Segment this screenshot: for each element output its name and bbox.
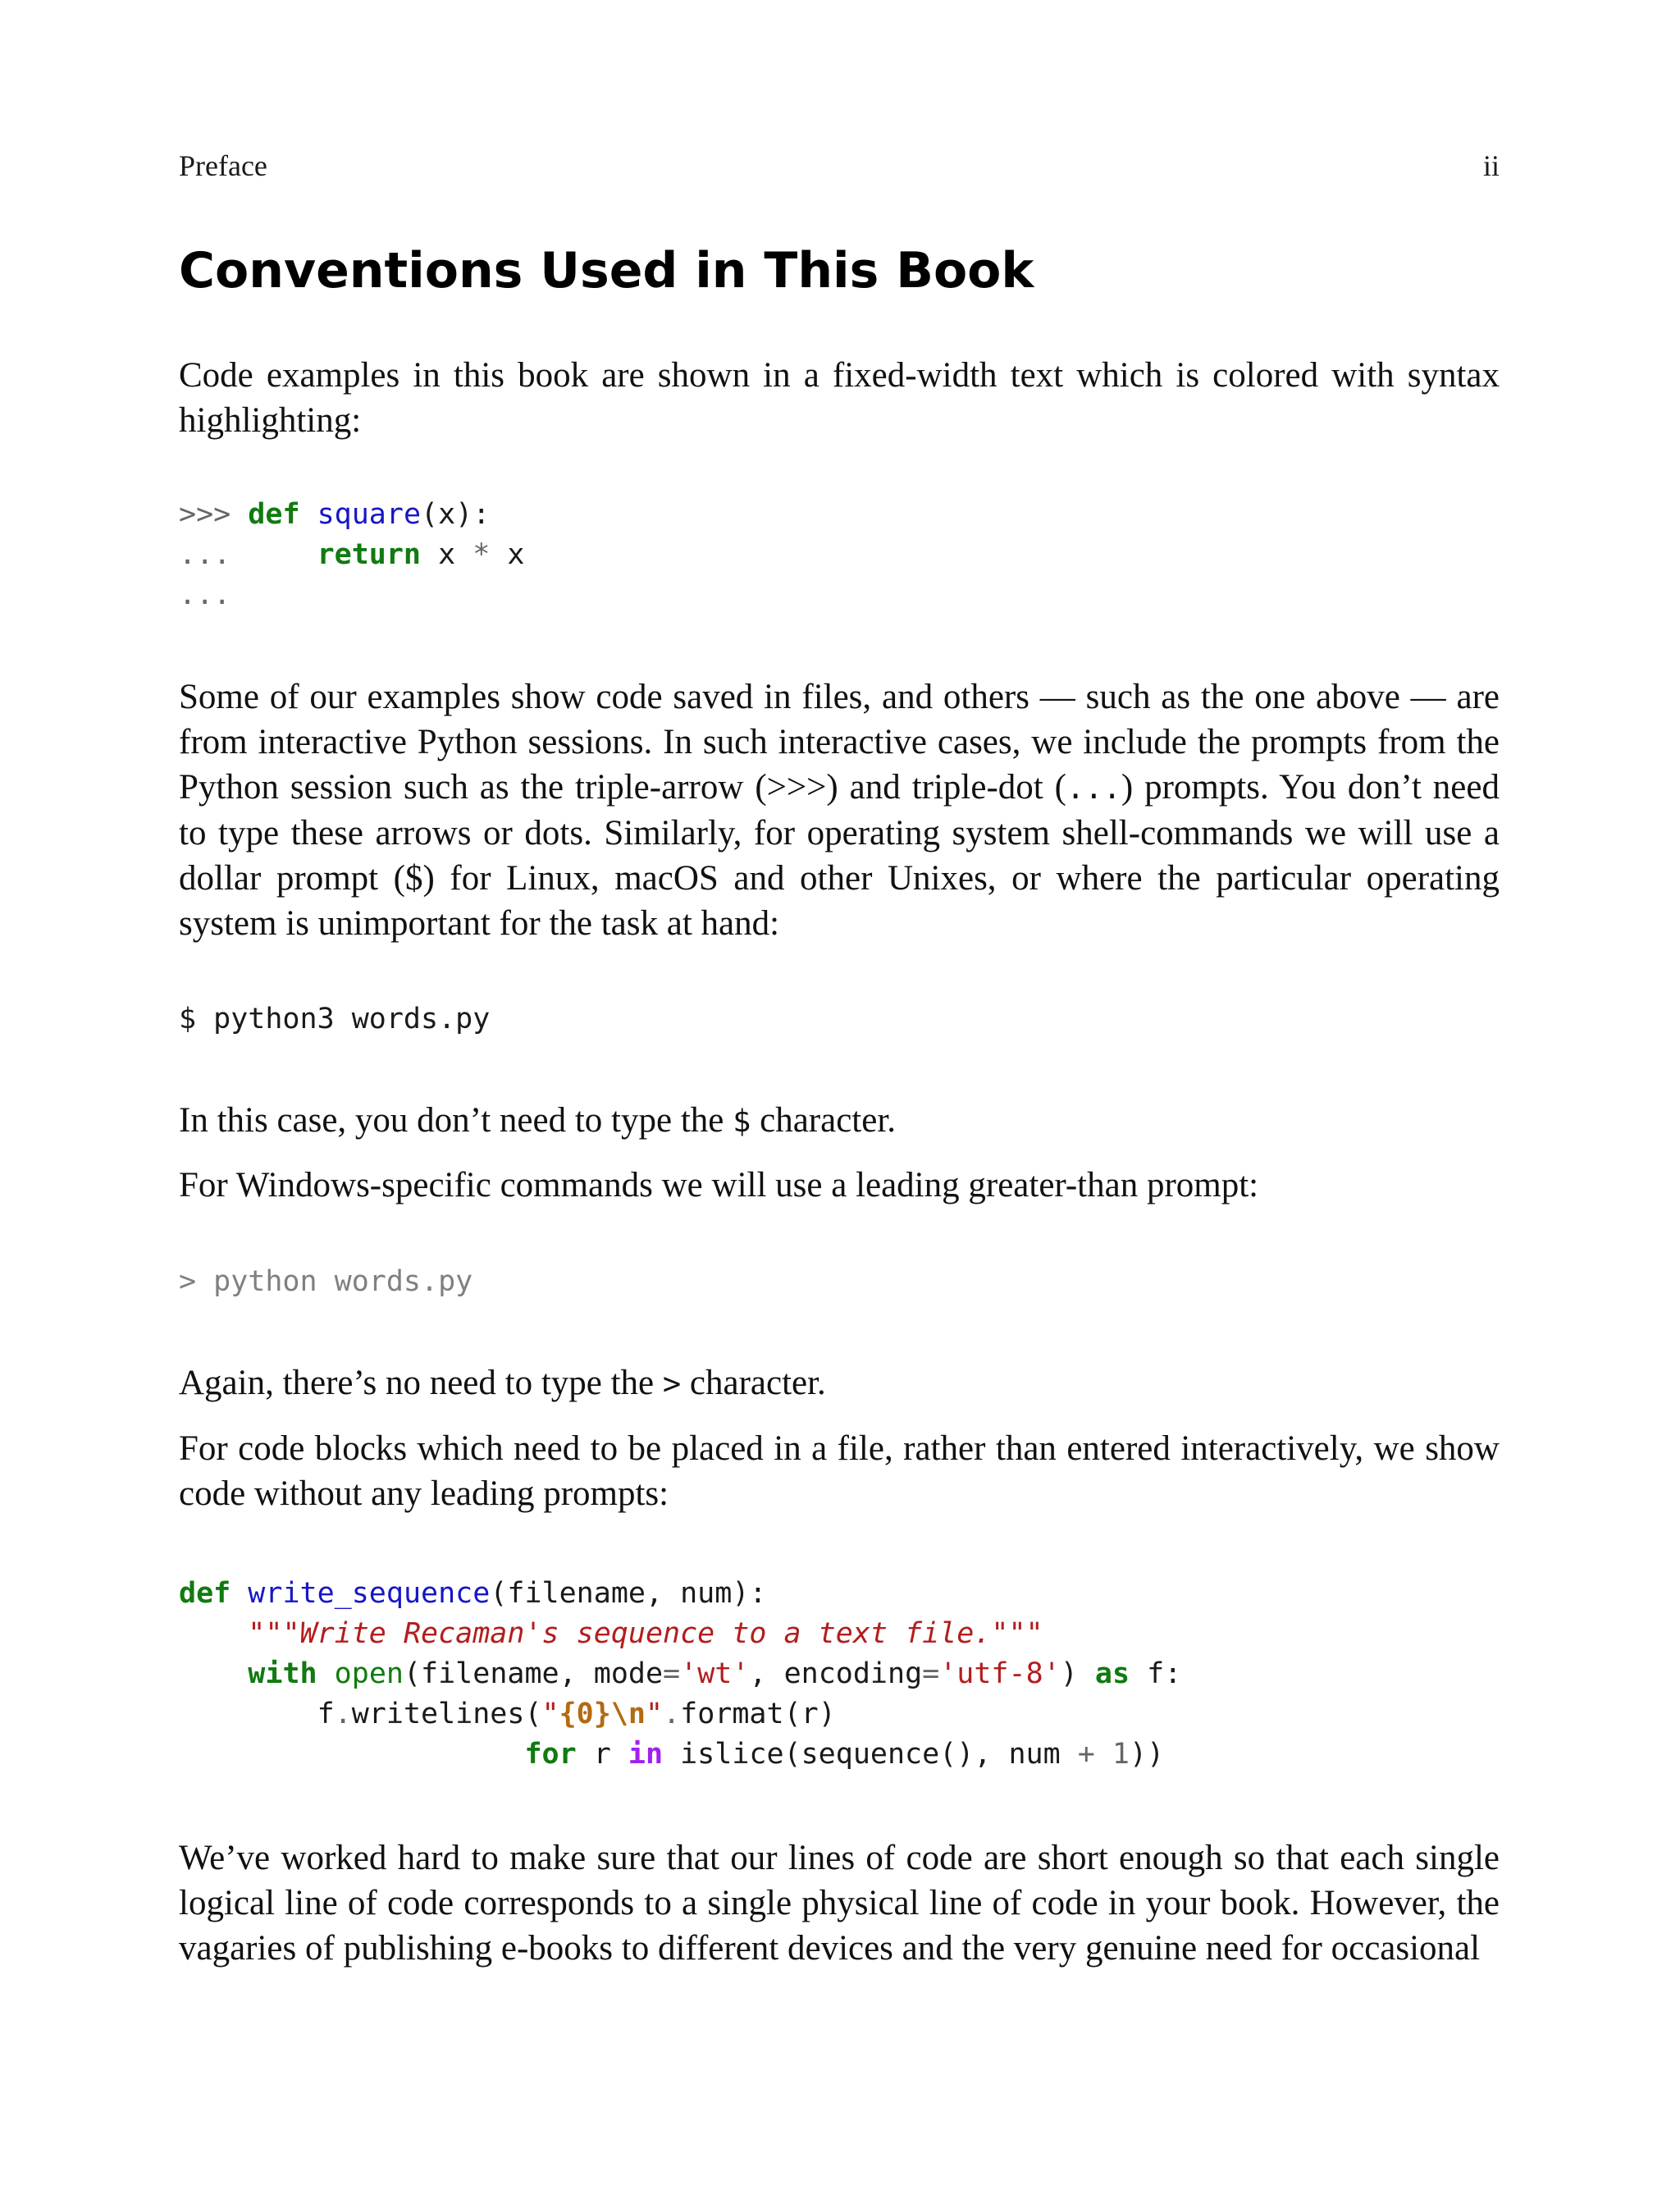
page-number: ii	[1482, 149, 1500, 182]
text: ) for Linux, macOS and other Unixes, or where the particular operating system is unimportant for the task at hand:	[179, 859, 1500, 943]
string: "	[645, 1698, 664, 1730]
operator: =	[663, 1657, 681, 1690]
code-text: (x):	[421, 498, 491, 531]
inline-code: >	[662, 1366, 682, 1401]
text: ) and triple-dot (	[826, 768, 1066, 807]
code-block-file	[179, 1574, 1181, 1775]
paragraph-prompts	[179, 674, 1500, 946]
function-name: write_sequence	[248, 1577, 491, 1610]
text: Some of our examples show code saved in files, and others — such as the one above — are from interactive Python sessions. In such interactive cases, we include the prompts from the Python session such as the triple-arrow (	[179, 678, 1500, 807]
text: character.	[681, 1364, 826, 1402]
text: ) prompts. You don’t need to type these arrows or dots. Similarly, for operating system shell-commands we will use a dollar prompt (	[179, 768, 1500, 898]
code-block-interactive	[179, 495, 524, 615]
keyword: return	[317, 538, 422, 571]
code-text: format(r)	[680, 1698, 836, 1730]
paragraph-dollar	[179, 1098, 1500, 1144]
prompt: ...	[179, 578, 231, 611]
code-text: )	[1060, 1657, 1095, 1690]
paragraph-windows: For Windows-specific commands we will use a leading greater-than prompt:	[179, 1166, 1259, 1204]
docstring: """Write Recaman's sequence to a text file."""	[248, 1617, 1043, 1650]
prompt: ...	[179, 538, 231, 571]
prompt: >>>	[179, 498, 231, 531]
section-name: Preface	[179, 149, 267, 182]
paragraph-greater-than	[179, 1360, 1500, 1406]
operator: *	[472, 538, 491, 571]
function-name: square	[317, 498, 422, 531]
code-text: writelines(	[351, 1698, 542, 1730]
code-text: x	[438, 538, 456, 571]
keyword: with	[248, 1657, 317, 1690]
string: 'utf-8'	[939, 1657, 1061, 1690]
number: 1	[1094, 1738, 1130, 1771]
inline-code: >>>	[766, 768, 827, 807]
code-text: (filename, mode	[403, 1657, 664, 1690]
code-text: ))	[1130, 1738, 1165, 1771]
code-text: x	[507, 538, 525, 571]
keyword: as	[1094, 1657, 1130, 1690]
keyword: def	[248, 498, 300, 531]
code-text: f	[317, 1698, 335, 1730]
keyword: in	[628, 1738, 664, 1771]
string: "	[541, 1698, 559, 1730]
format-spec: {0}	[559, 1698, 611, 1730]
text: character.	[751, 1101, 897, 1140]
builtin: open	[334, 1657, 404, 1690]
keyword: def	[179, 1577, 231, 1610]
code-text: islice(sequence(), num	[663, 1738, 1078, 1771]
paragraph-file-code: For code blocks which need to be placed in a file, rather than entered interactively, we show code without any leading prompts:	[179, 1429, 1500, 1513]
inline-code: $	[405, 859, 423, 898]
paragraph-line-length: We’ve worked hard to make sure that our lines of code are short enough so that each single logical line of code corresponds to a single physical line of code in your book. However, the vagaries of publishing e-books to different devices and the very genuine need for occasional	[179, 1839, 1500, 1968]
inline-code: $	[733, 1104, 751, 1139]
paragraph-intro: Code examples in this book are shown in a fixed-width text which is colored with syntax highlighting:	[179, 356, 1500, 440]
code-text: (filename, num):	[490, 1577, 767, 1610]
operator: .	[663, 1698, 681, 1730]
text: Again, there’s no need to type the	[179, 1364, 663, 1402]
section-title: Conventions Used in This Book	[179, 242, 1034, 299]
operator: .	[334, 1698, 352, 1730]
operator: =	[922, 1657, 940, 1690]
string: 'wt'	[680, 1657, 750, 1690]
inline-code: ...	[1066, 770, 1121, 806]
escape: \n	[610, 1698, 646, 1730]
operator: +	[1077, 1738, 1095, 1771]
code-block-windows: > python words.py	[179, 1265, 473, 1298]
code-text: r	[576, 1738, 628, 1771]
keyword: for	[524, 1738, 577, 1771]
code-text: f:	[1130, 1657, 1182, 1690]
code-text: , encoding	[749, 1657, 923, 1690]
text: In this case, you don’t need to type the	[179, 1101, 733, 1140]
code-block-shell: $ python3 words.py	[179, 1003, 491, 1035]
